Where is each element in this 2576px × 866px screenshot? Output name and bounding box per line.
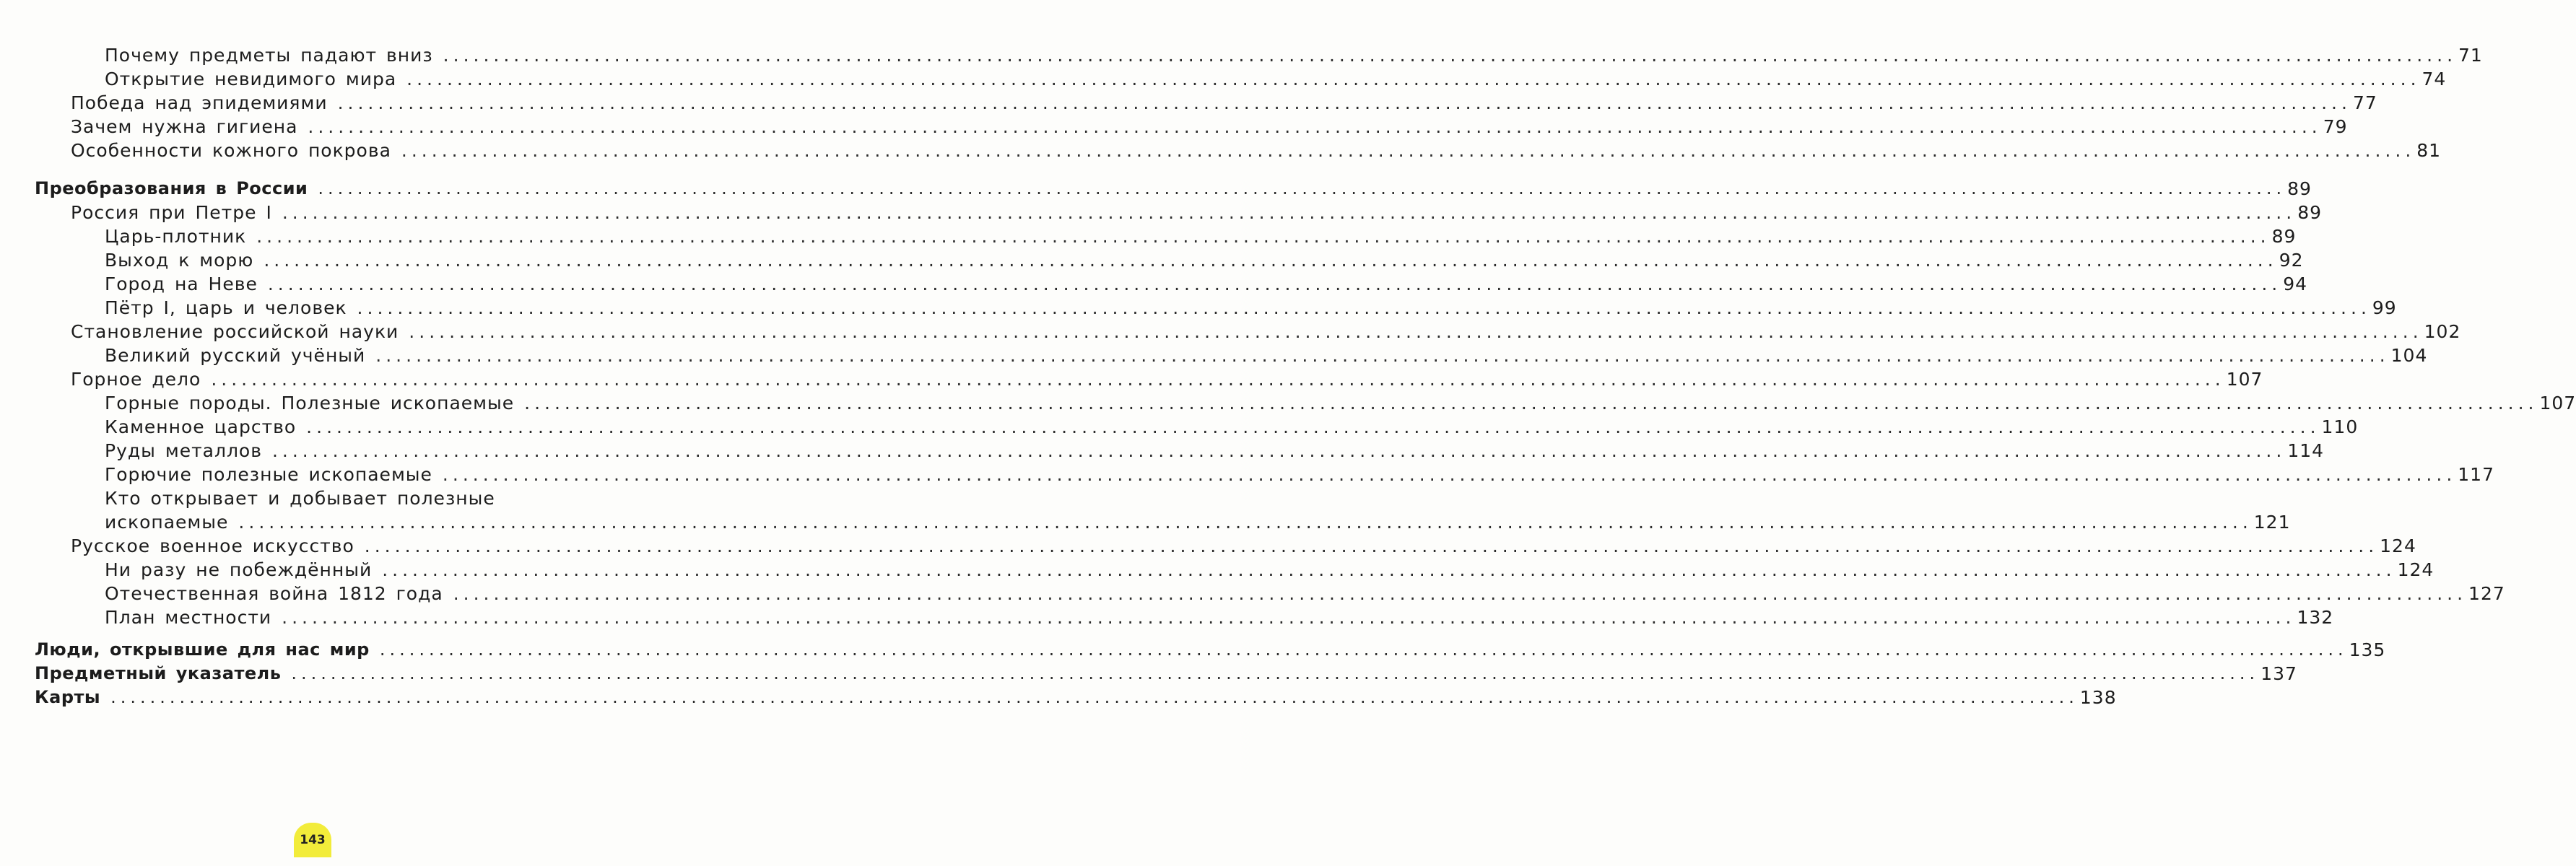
toc-entry[interactable] (35, 201, 2322, 224)
toc-section-title: Преобразования в России (35, 178, 308, 198)
toc-entry[interactable] (35, 391, 2576, 415)
toc-entry-title: Горючие полезные ископаемые (105, 464, 432, 485)
toc-entry-page: 107 (2226, 369, 2263, 390)
leader-dots: ........................................................................................................................................................................................................ (379, 639, 2348, 660)
toc-entry-page: 92 (2279, 250, 2304, 271)
toc-entry-page: 110 (2321, 416, 2359, 437)
leader-dots: ........................................................................................................................................................................................................ (442, 464, 2457, 485)
toc-entry-title: Каменное царство (105, 416, 297, 437)
toc-entry-page: 74 (2421, 69, 2447, 89)
toc-entry[interactable] (35, 367, 2263, 391)
page-number: 143 (300, 833, 326, 847)
toc-entry[interactable] (35, 67, 2447, 91)
toc-entry-page: 124 (2397, 559, 2434, 580)
leader-dots: ........................................................................................................................................................................................................ (211, 369, 2225, 390)
toc-section[interactable] (35, 662, 2297, 686)
toc-entry[interactable] (35, 139, 2442, 162)
toc-entry-title: Руды металлов (105, 440, 262, 461)
toc-entry-page: 132 (2297, 607, 2334, 628)
toc-entry[interactable] (35, 91, 2377, 115)
leader-dots: ........................................................................................................................................................................................................ (524, 393, 2538, 414)
toc-entry-title: План местности (105, 607, 272, 628)
toc-entry-title: Пётр I, царь и человек (105, 297, 347, 318)
toc-entry[interactable] (35, 463, 2494, 486)
leader-dots: ........................................................................................................................................................................................................ (401, 140, 2416, 161)
toc-entry-title: Отечественная война 1812 года (105, 583, 443, 604)
toc-entry-title: Становление российской науки (71, 321, 399, 342)
toc-entry-page: 94 (2283, 274, 2308, 294)
leader-dots: ........................................................................................................................................................................................................ (409, 321, 2423, 342)
toc-entry-page: 104 (2390, 345, 2428, 366)
toc-entry-page: 77 (2352, 92, 2377, 113)
toc-entry[interactable] (35, 224, 2297, 248)
leader-dots: ........................................................................................................................................................................................................ (256, 226, 2271, 247)
leader-dots: ........................................................................................................................................................................................................ (271, 440, 2286, 461)
toc-entry-title: Горные породы. Полезные ископаемые (105, 393, 515, 414)
toc-section-page: 135 (2349, 639, 2386, 660)
leader-dots: ........................................................................................................................................................................................................ (406, 69, 2421, 89)
toc-section-page: 89 (2287, 178, 2312, 199)
leader-dots: ........................................................................................................................................................................................................ (306, 416, 2320, 437)
toc-section[interactable] (35, 638, 2386, 662)
toc-section-page: 138 (2079, 687, 2117, 708)
toc-entry[interactable] (35, 296, 2397, 320)
toc-entry-title-line1[interactable]: Кто открывает и добывает полезные (105, 488, 495, 509)
toc-entry-page: 102 (2424, 321, 2461, 342)
leader-dots: ........................................................................................................................................................................................................ (453, 583, 2468, 604)
toc-entry-title: Город на Неве (105, 274, 258, 294)
toc-entry[interactable] (35, 534, 2416, 558)
toc-entry-page: 124 (2380, 535, 2416, 556)
toc-entry[interactable] (35, 439, 2325, 463)
toc-entry-title: Ни разу не побеждённый (105, 559, 373, 580)
toc-entry[interactable] (35, 248, 2304, 272)
toc-entry[interactable] (35, 272, 2308, 296)
toc-entry-page: 107 (2539, 393, 2576, 414)
toc-section-title: Предметный указатель (35, 663, 282, 683)
toc-entry-page: 114 (2287, 440, 2325, 461)
toc-entry-title: Горное дело (71, 369, 201, 390)
leader-dots: ........................................................................................................................................................................................................ (443, 45, 2458, 66)
page-number-badge (294, 823, 331, 857)
toc-entry[interactable] (35, 510, 2291, 534)
toc-section-title: Карты (35, 687, 101, 707)
toc-section[interactable] (35, 686, 2117, 709)
leader-dots: ........................................................................................................................................................................................................ (375, 345, 2390, 366)
leader-dots: ........................................................................................................................................................................................................ (110, 687, 2079, 707)
leader-dots: ........................................................................................................................................................................................................ (282, 607, 2296, 628)
toc-section[interactable] (35, 177, 2312, 201)
leader-dots: ........................................................................................................................................................................................................ (357, 297, 2371, 318)
toc-entry[interactable] (35, 605, 2334, 629)
leader-dots: ........................................................................................................................................................................................................ (264, 250, 2278, 271)
toc-entry-page: 127 (2468, 583, 2505, 604)
toc-entry-title: Выход к морю (105, 250, 254, 271)
toc-entry-title: Царь-плотник (105, 226, 247, 247)
toc-entry-page: 89 (2271, 226, 2297, 247)
leader-dots: ........................................................................................................................................................................................................ (318, 178, 2286, 198)
leader-dots: ........................................................................................................................................................................................................ (238, 512, 2253, 533)
toc-entry-page: 71 (2458, 45, 2483, 66)
leader-dots: ........................................................................................................................................................................................................ (337, 92, 2351, 113)
toc-entry-title: Открытие невидимого мира (105, 69, 397, 89)
toc-entry-title: Великий русский учёный (105, 345, 366, 366)
toc-entry[interactable] (35, 43, 2483, 67)
toc-entry[interactable] (35, 582, 2505, 605)
leader-dots: ........................................................................................................................................................................................................ (382, 559, 2396, 580)
toc-entry[interactable] (35, 115, 2348, 139)
toc-entry-title: Победа над эпидемиями (71, 92, 328, 113)
toc-entry-title: Особенности кожного покрова (71, 140, 391, 161)
toc-entry-page: 79 (2323, 116, 2348, 137)
leader-dots: ........................................................................................................................................................................................................ (291, 663, 2260, 683)
leader-dots: ........................................................................................................................................................................................................ (282, 202, 2297, 223)
table-of-contents (35, 43, 2576, 709)
toc-entry-page: 89 (2297, 202, 2322, 223)
leader-dots: ........................................................................................................................................................................................................ (308, 116, 2322, 137)
toc-entry-title-line2: ископаемые (105, 512, 229, 533)
toc-entry-page: 99 (2372, 297, 2397, 318)
toc-entry-title: Россия при Петре I (71, 202, 272, 223)
toc-entry-page: 121 (2253, 512, 2291, 533)
toc-entry[interactable] (35, 558, 2434, 582)
toc-entry-title: Русское военное искусство (71, 535, 354, 556)
leader-dots: ........................................................................................................................................................................................................ (267, 274, 2282, 294)
toc-entry-title: Зачем нужна гигиена (71, 116, 298, 137)
toc-section-page: 137 (2260, 663, 2297, 684)
toc-section-title: Люди, открывшие для нас мир (35, 639, 370, 660)
toc-entry[interactable] (35, 415, 2359, 439)
toc-entry-title: Почему предметы падают вниз (105, 45, 433, 66)
leader-dots: ........................................................................................................................................................................................................ (364, 535, 2379, 556)
toc-entry[interactable] (35, 320, 2461, 344)
toc-entry-page: 81 (2416, 140, 2442, 161)
toc-entry-page: 117 (2458, 464, 2494, 485)
toc-entry[interactable] (35, 344, 2428, 367)
